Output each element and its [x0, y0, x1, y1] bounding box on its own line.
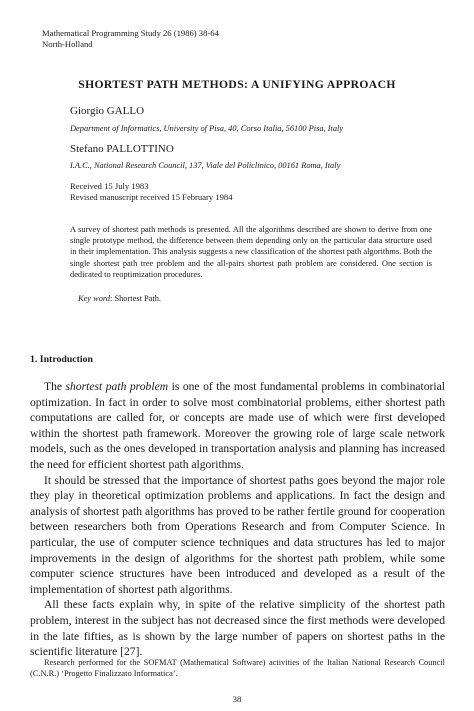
publisher-name: North-Holland	[42, 39, 93, 49]
paragraph-3: All these facts explain why, in spite of the relative simplicity of the shortest path problem, interest in the subject has not decreased since the first methods were developed in the late fifties, as is shown by the large number of papers on shortest paths in the scientific literature [27].	[30, 598, 445, 659]
author-affiliation-1: Department of Informatics, University of Pisa, 40, Corso Italia, 56100 Pisa, Italy	[70, 124, 344, 133]
author-name-1: Giorgio GALLO	[70, 105, 145, 117]
journal-header	[42, 28, 219, 50]
author-name-2: Stefano PALLOTTINO	[70, 143, 174, 155]
author-affiliation-2: I.A.C., National Research Council, 137, Viale del Policlinico, 00161 Roma, Italy	[70, 161, 341, 170]
journal-citation: Mathematical Programming Study 26 (1986) 38-64	[42, 28, 219, 38]
abstract: A survey of shortest path methods is presented. All the algorithms described are shown to derive from one single prototype method, the difference between them depending only on the particular data structure used in their implementation. This analysis suggests a new classification of the shortest path algorithms. Both the single shortest path tree problem and the all-pairs shortest path problem are considered. One section is dedicated to reoptimization procedures.	[70, 225, 433, 279]
paragraph-1-rest: is one of the most fundamental problems in combinatorial optimization. In fact in order to solve most combinatorial problems, either shortest path computations are called for, or concepts are made use of which were first developed within the shortest path framework. Moreover the growing role of large scale network models, such as the ones developed in transportation analysis and planning has increased the need for efficient shortest path algorithms.	[30, 380, 445, 471]
footnote: Research performed for the SOFMAT (Mathematical Software) activities of the Italian National Research Council (C.N.R.) ‘Progetto Finalizzato Informatica’.	[30, 658, 445, 678]
received-date: Received 15 July 1983	[70, 181, 149, 191]
paper-title: SHORTEST PATH METHODS: A UNIFYING APPROACH	[78, 78, 396, 91]
keyword-line	[78, 294, 161, 303]
keyword-label: Key word	[78, 294, 111, 303]
section-heading: 1. Introduction	[30, 354, 93, 365]
received-dates	[70, 181, 233, 203]
paragraph-2: It should be stressed that the importance of shortest paths goes beyond the major role they play in theoretical optimization problems and applications. In fact the design and analysis of shortest path algorithms has proved to be rather fertile ground for cooperation between researchers both from Operations Research and from Computer Science. In particular, the use of computer science techniques and data structures has led to major improvements in the design of algorithms for the shortest path problem, while some computer science structures have been introduced and developed as a result of the implementation of shortest path algorithms.	[30, 473, 445, 596]
emphasis-term: shortest path problem	[65, 380, 169, 393]
page-number: 38	[232, 694, 242, 704]
keyword-value: : Shortest Path.	[110, 294, 161, 303]
paragraph-1-start: The	[44, 380, 66, 393]
paragraph-1	[30, 379, 445, 473]
section-body	[30, 379, 445, 660]
revised-date: Revised manuscript received 15 February 1984	[70, 192, 233, 202]
